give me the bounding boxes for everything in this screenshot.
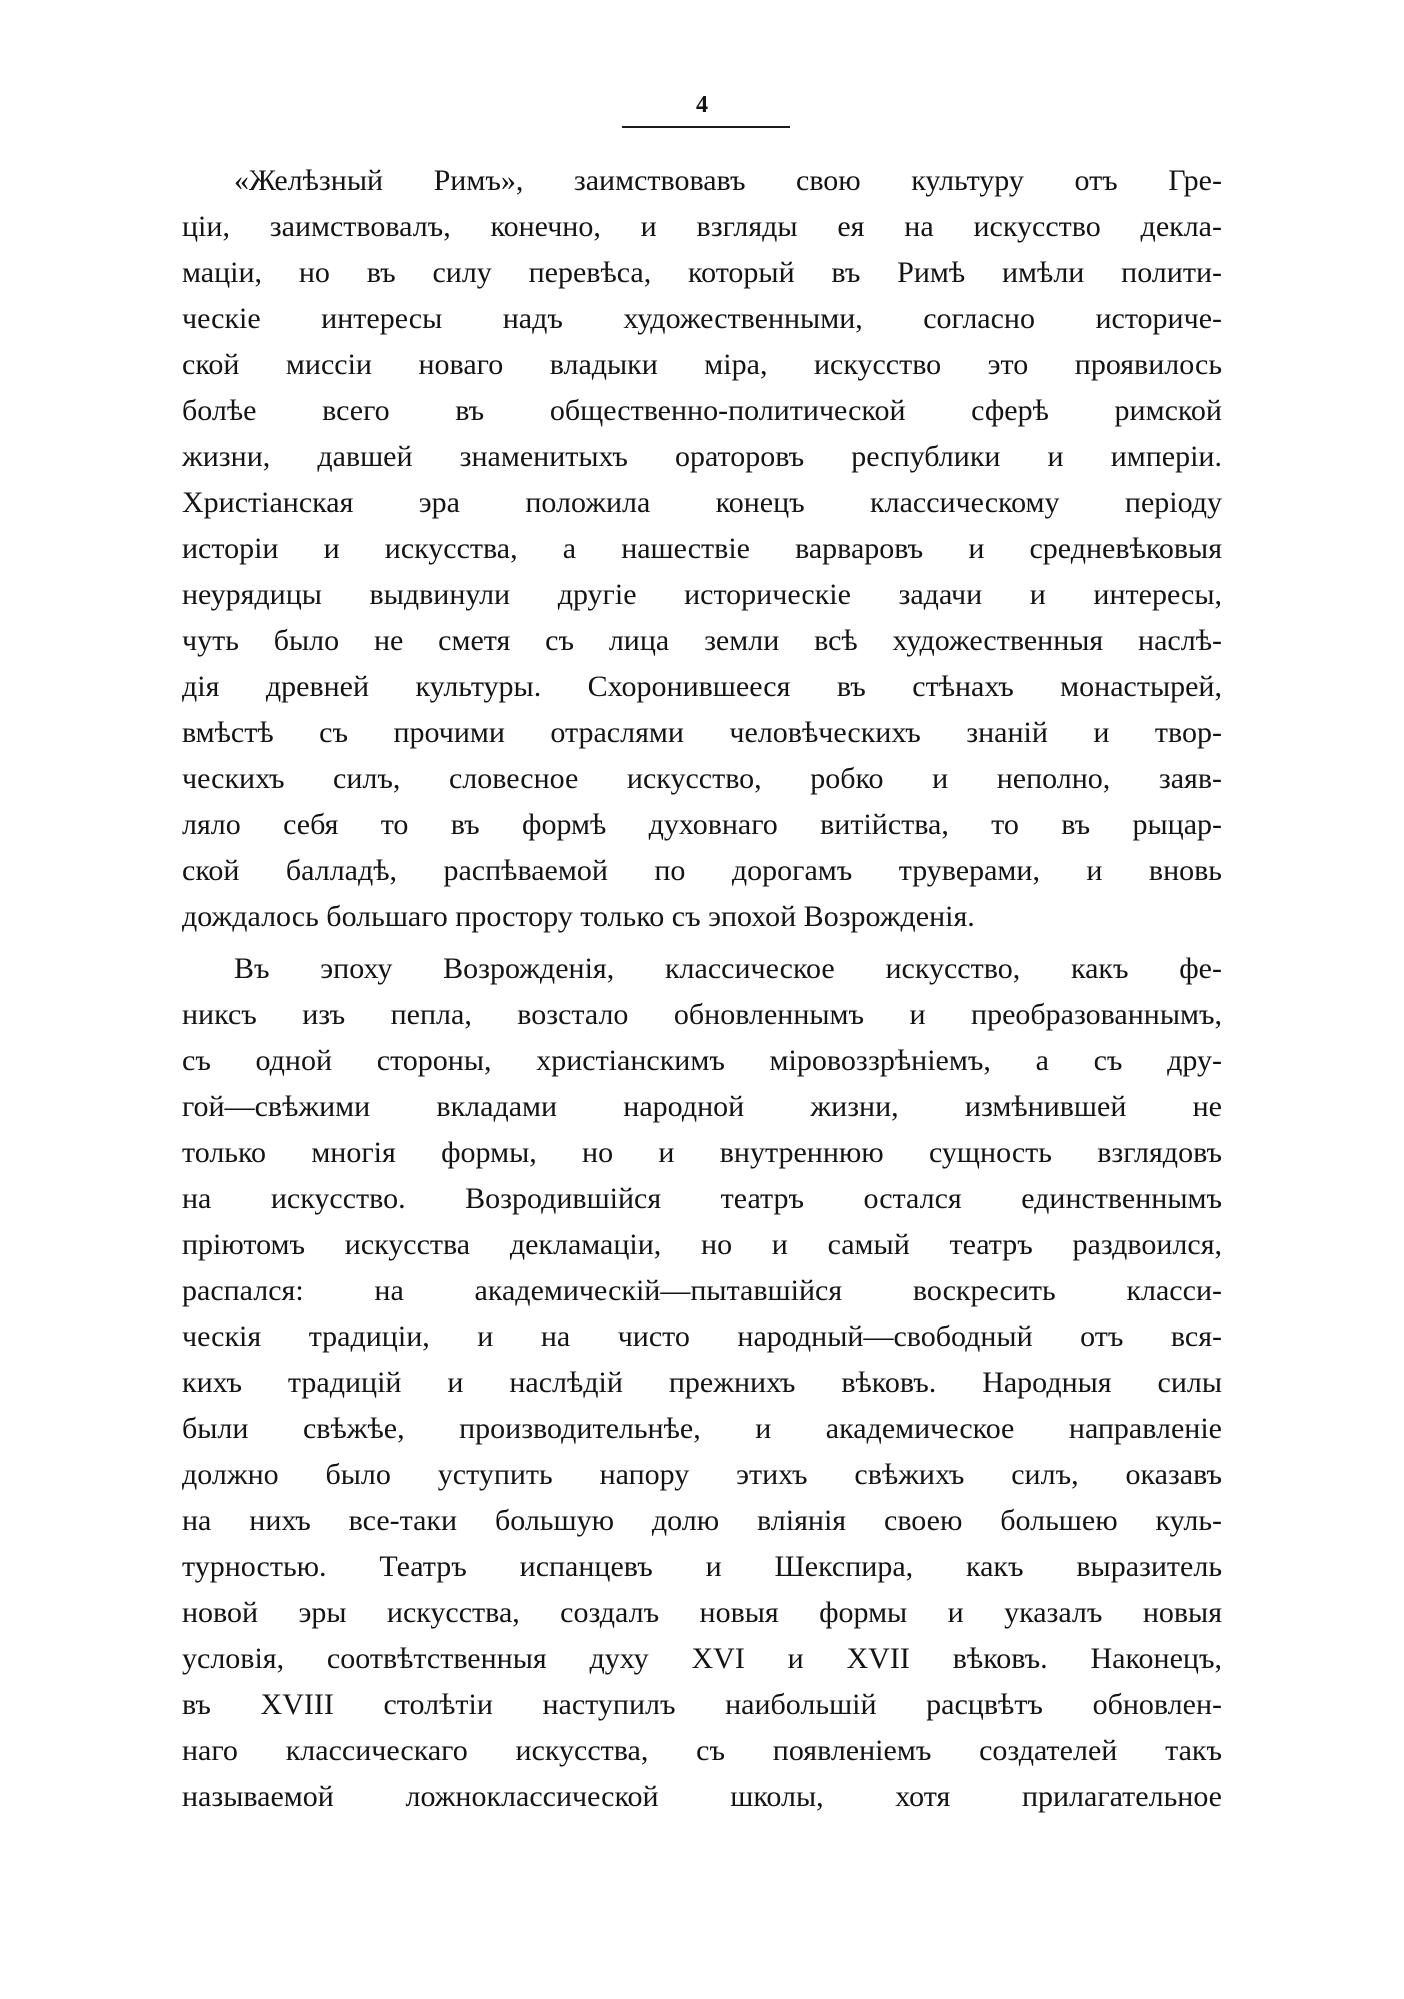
text-line: исторіи и искусства, а нашествіе варваровъ и средневѣковыя [182, 532, 1222, 565]
text-line: условія, соотвѣтственныя духу XVI и XVII вѣковъ. Наконецъ, [182, 1642, 1222, 1675]
text-line: только многія формы, но и внутреннюю сущность взглядовъ [182, 1136, 1222, 1169]
text-line: новой эры искусства, создалъ новыя формы и указалъ новыя [182, 1596, 1222, 1629]
text-line: ческихъ силъ, словесное искусство, робко и неполно, заяв- [182, 762, 1222, 795]
text-line: Христіанская эра положила конецъ классическому періоду [182, 486, 1222, 519]
text-line: называемой ложноклассической школы, хотя прилагательное [182, 1780, 1222, 1813]
text-line: ціи, заимствовалъ, конечно, и взгляды ея на искусство декла- [182, 210, 1222, 243]
text-line: съ одной стороны, христіанскимъ міровоззрѣніемъ, а съ дру- [182, 1044, 1222, 1077]
text-line: пріютомъ искусства декламаціи, но и самый театръ раздвоился, [182, 1228, 1222, 1261]
text-line: вмѣстѣ съ прочими отраслями человѣческихъ знаній и твор- [182, 716, 1222, 749]
text-line: ческіе интересы надъ художественными, согласно историче- [182, 302, 1222, 335]
text-line: ческія традиціи, и на чисто народный—свободный отъ вся- [182, 1320, 1222, 1353]
text-line: жизни, давшей знаменитыхъ ораторовъ республики и имперіи. [182, 440, 1222, 473]
text-line: должно было уступить напору этихъ свѣжихъ силъ, оказавъ [182, 1458, 1222, 1491]
text-line: маціи, но въ силу перевѣса, который въ Римѣ имѣли полити- [182, 256, 1222, 289]
header-rule [622, 126, 790, 128]
text-line: на нихъ все-таки большую долю вліянія своею большею куль- [182, 1504, 1222, 1537]
text-line: Въ эпоху Возрожденія, классическое искусство, какъ фе- [234, 952, 1222, 985]
text-line: кихъ традицій и наслѣдій прежнихъ вѣковъ. Народныя силы [182, 1366, 1222, 1399]
text-line: наго классическаго искусства, съ появленіемъ создателей такъ [182, 1734, 1222, 1767]
text-line: неурядицы выдвинули другіе историческіе задачи и интересы, [182, 578, 1222, 611]
text-line: чуть было не сметя съ лица земли всѣ художественныя наслѣ- [182, 624, 1222, 657]
text-line: дія древней культуры. Схоронившееся въ стѣнахъ монастырей, [182, 670, 1222, 703]
text-line: ляло себя то въ формѣ духовнаго витійства, то въ рыцар- [182, 808, 1222, 841]
page-number: 4 [696, 92, 708, 118]
text-line: ской балладѣ, распѣваемой по дорогамъ труверами, и вновь [182, 854, 1222, 887]
text-line: въ XVIII столѣтіи наступилъ наибольшій расцвѣтъ обновлен- [182, 1688, 1222, 1721]
text-line: были свѣжѣе, производительнѣе, и академическое направленіе [182, 1412, 1222, 1445]
text-line: на искусство. Возродившійся театръ остался единственнымъ [182, 1182, 1222, 1215]
text-line: «Желѣзный Римъ», заимствовавъ свою культуру отъ Гре- [234, 164, 1222, 197]
text-line: никсъ изъ пепла, возстало обновленнымъ и преобразованнымъ, [182, 998, 1222, 1031]
text-line: турностью. Театръ испанцевъ и Шекспира, какъ выразитель [182, 1550, 1222, 1583]
text-line: болѣе всего въ общественно-политической сферѣ римской [182, 394, 1222, 427]
text-line: ской миссіи новаго владыки міра, искусство это проявилось [182, 348, 1222, 381]
text-line: дождалось большаго простору только съ эпохой Возрожденія. [182, 900, 975, 933]
text-line: распался: на академическій—пытавшійся воскресить класси- [182, 1274, 1222, 1307]
text-line: гой—свѣжими вкладами народной жизни, измѣнившей не [182, 1090, 1222, 1123]
